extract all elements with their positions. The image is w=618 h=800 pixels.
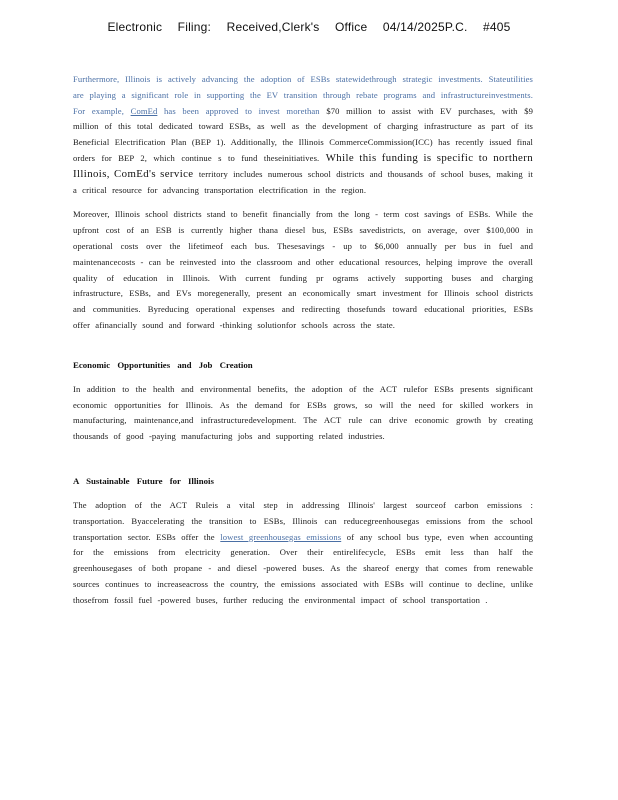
paragraph-sustainable [73, 498, 533, 609]
funding-text-b: has been approved to invest morethan [164, 105, 320, 116]
funding-text-emphasis: While this funding is specific to northern Illinois, ComEd's service [73, 151, 534, 180]
funding-text-d: territory includes numerous school districts and thousands of school buses, making it a critical resource for advancing transportation electrification in the region. [73, 168, 533, 195]
heading-economic-opportunities: Economic Opportunities and Job Creation [73, 359, 253, 370]
filing-header: Electronic Filing: Received,Clerk's Office 04/14/2025P.C. #405 [107, 20, 511, 34]
paragraph-savings: Moreover, Illinois school districts stand to benefit financially from the long - term cost savings of ESBs. While the upfront cost of an ESB is currently higher thana diesel bus, ESBs savedistricts, on average, over $100,000 in operational costs over the lifetimeof each bus. Thesesavings - up to $6,000 annually per bus in fuel and maintenancecosts - can be reinvested into the classroom and other educational resources, helping improve the overall quality of education in Illinois. With current funding pr ograms actively supporting buses and charging infrastructure, ESBs, and EVs moregenerally, present an economically smart investment for Illinois school districts and communities. Byreducing operational expenses and redirecting thosefunds toward educational priorities, ESBs offer afinancially sound and forward -thinking solutionfor schools across the state. [73, 209, 533, 330]
comed-link[interactable]: ComEd [130, 105, 158, 116]
funding-text-a: Furthermore, Illinois is actively advancing the adoption of ESBs statewidethrough strategic investments. Stateutilities are playing a significant role in supporting the EV transition through rebate programs and infrastructureinvestments. For example, [73, 74, 533, 116]
greenhouse-emissions-link[interactable]: lowest greenhousegas emissions [220, 531, 342, 542]
heading-sustainable-future: A Sustainable Future for Illinois [73, 475, 214, 486]
sustainable-text-b: of any school bus type, even when accounting for the emissions from electricity generation. Over their entirelifecycle, ESBs emit less than half the greenhousegases of both propane - and diesel -powered buses. As the shareof energy that comes from renewable sources continues to increaseacross the country, the emissions associated with ESBs will continue to decline, unlike thosefrom fossil fuel -powered buses, further reducing the environmental impact of school transportation . [73, 531, 534, 605]
paragraph-economic: In addition to the health and environmental benefits, the adoption of the ACT rulefor ESBs presents significant economic opportunities for Illinois. As the demand for ESBs grows, so will the need for skilled workers in manufacturing, maintenance,and infrastructuredevelopment. The ACT rule can drive economic growth by creating thousands of good -paying manufacturing jobs and supporting related industries. [73, 383, 533, 442]
sustainable-text-a: The adoption of the ACT Ruleis a vital step in addressing Illinois' largest sourceof carbon emissions : transportation. Byaccelerating the transition to ESBs, Illinois can reducegreenhousegas emissions from the school transportation sector. ESBs offer the [73, 499, 533, 542]
paragraph-funding [73, 72, 533, 198]
document-body [73, 72, 533, 618]
funding-text-c: $70 million to assist with EV purchases, with $9 million of this total dedicated toward ESBs, as well as the development of charging infrastructure as part of its Beneficial Electrification Plan (BEP 1). Additionally, the Illinois CommerceCommission(ICC) has recently issued final orders for BEP 2, which continue s to fund theseinitiatives. [73, 105, 534, 163]
